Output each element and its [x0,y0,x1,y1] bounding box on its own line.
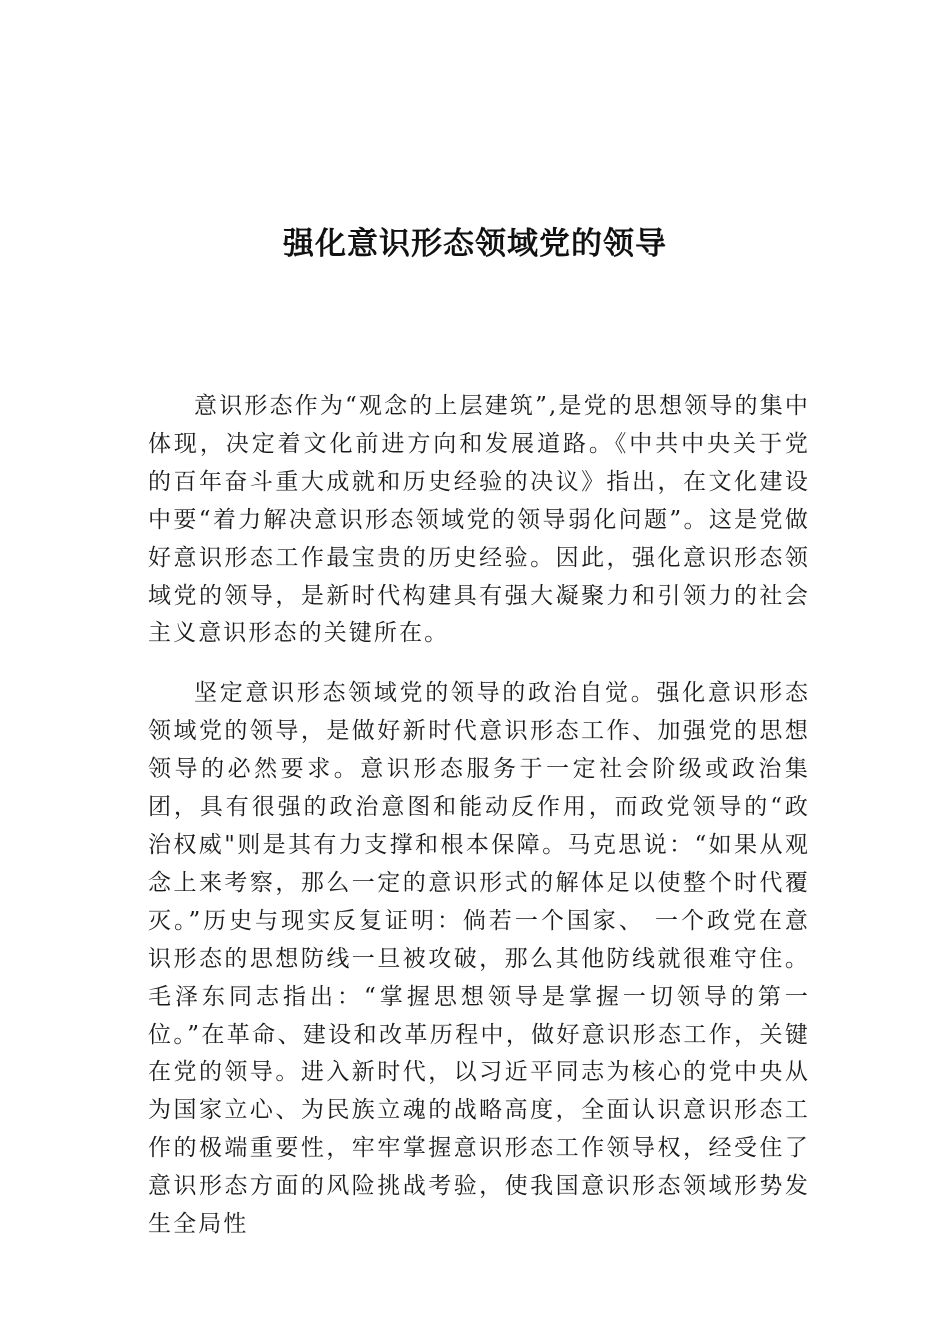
document-body [148,388,810,1266]
paragraph-2: 坚定意识形态领域党的领导的政治自觉。强化意识形态领域党的领导，是做好新时代意识形态工作、加强党的思想领导的必然要求。意识形态服务于一定社会阶级或政治集团，具有很强的政治意图和能动反作用，而政党领导的“政治权威"则是其有力支撑和根本保障。马克思说：“如果从观念上来考察，那么一定的意识形式的解体足以使整个时代覆灭。”历史与现实反复证明：倘若一个国家、 一个政党在意识形态的思想防线一旦被攻破，那么其他防线就很难守住。毛泽东同志指出：“掌握思想领导是掌握一切领导的第一位。”在革命、建设和改革历程中，做好意识形态工作，关键在党的领导。进入新时代，以习近平同志为核心的党中央从为国家立心、为民族立魂的战略高度，全面认识意识形态工作的极端重要性，牢牢掌握意识形态工作领导权，经受住了意识形态方面的风险挑战考验，使我国意识形态领域形势发生全局性 [148,680,810,1238]
document-title: 强化意识形态领域党的领导 [283,226,667,262]
paragraph-1: 意识形态作为“观念的上层建筑”,是党的思想领导的集中体现，决定着文化前进方向和发展道路。《中共中央关于党的百年奋斗重大成就和历史经验的决议》指出，在文化建设中要“着力解决意识形态领域党的领导弱化问题”。这是党做好意识形态工作最宝贵的历史经验。因此，强化意识形态领域党的领导，是新时代构建具有强大凝聚力和引领力的社会主义意识形态的关键所在。 [148,393,810,647]
